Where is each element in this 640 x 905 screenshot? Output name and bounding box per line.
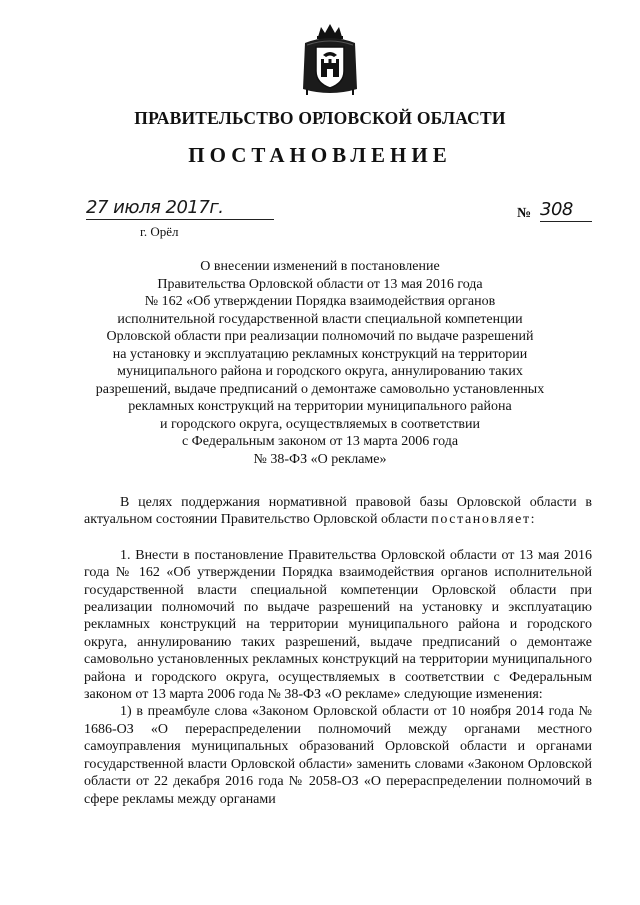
- document-body: [84, 494, 592, 808]
- clause-1-paragraph: 1. Внести в постановление Правительства Орловской области от 13 мая 2016 года № 162 «Об утверждении Порядка взаимодействия органов исполнительной государственной власти специальной компетенции Орловской области при реализации полномочий по выдаче разрешений на установку и эксплуатацию рекламных конструкций на территории муниципального района и городского округа, аннулированию таких разрешений, выдаче предписаний о демонтаже самовольно установленных рекламных конструкций на территории муниципального района и городского округа, осуществляемых в соответствии с Федеральным законом от 13 марта 2006 года № 38-ФЗ «О рекламе» следующие изменения:: [84, 547, 592, 703]
- subject-line: О внесении изменений в постановление: [200, 259, 440, 274]
- preamble-paragraph: [84, 494, 592, 529]
- coat-of-arms-icon: [301, 23, 359, 97]
- government-title: ПРАВИТЕЛЬСТВО ОРЛОВСКОЙ ОБЛАСТИ: [134, 108, 506, 128]
- subject-line: исполнительной государственной власти специальной компетенции: [117, 311, 523, 327]
- document-type-title: ПОСТАНОВЛЕНИЕ: [188, 143, 452, 167]
- subject-line: разрешений, выдаче предписаний о демонтаже самовольно установленных: [95, 381, 545, 397]
- number-label: №: [517, 206, 532, 221]
- subject-line: на установку и эксплуатацию рекламных конструкций на территории: [112, 346, 528, 362]
- subject-line: рекламных конструкций на территории муниципального района: [128, 399, 512, 414]
- subject-line: муниципального района и городского округа, аннулированию таких: [117, 364, 523, 379]
- subject-line: № 162 «Об утверждении Порядка взаимодействия органов: [144, 294, 496, 309]
- document-subject: [90, 258, 550, 468]
- clause-1-1-paragraph: 1) в преамбуле слова «Законом Орловской области от 10 ноября 2014 года № 1686-ОЗ «О перераспределении полномочий между органами местного самоуправления муниципальных образований Орловской области и органами государственной власти Орловской области» заменить словами «Законом Орловской области от 22 декабря 2016 года № 2058-ОЗ «О перераспределении полномочий в сфере рекламы между органами: [84, 704, 592, 807]
- subject-line: Орловской области при реализации полномочий по выдаче разрешений: [106, 329, 534, 344]
- date-underline: [86, 219, 274, 220]
- preamble-text: В целях поддержания нормативной правовой базы Орловской области в актуальном состоянии Правительство Орловской области: [84, 495, 592, 528]
- number-underline: [540, 221, 592, 222]
- subject-line: Правительства Орловской области от 13 мая 2016 года: [157, 276, 483, 292]
- city-label: г. Орёл: [140, 224, 179, 239]
- handwritten-date: 27 июля 2017г.: [86, 197, 224, 218]
- subject-line: № 38-ФЗ «О рекламе»: [253, 451, 387, 467]
- subject-line: с Федеральным законом от 13 марта 2006 года: [181, 434, 459, 449]
- preamble-decree-word: постановляет:: [431, 512, 537, 528]
- subject-line: и городского округа, осуществляемых в соответствии: [160, 416, 480, 432]
- handwritten-number: 308: [540, 199, 573, 220]
